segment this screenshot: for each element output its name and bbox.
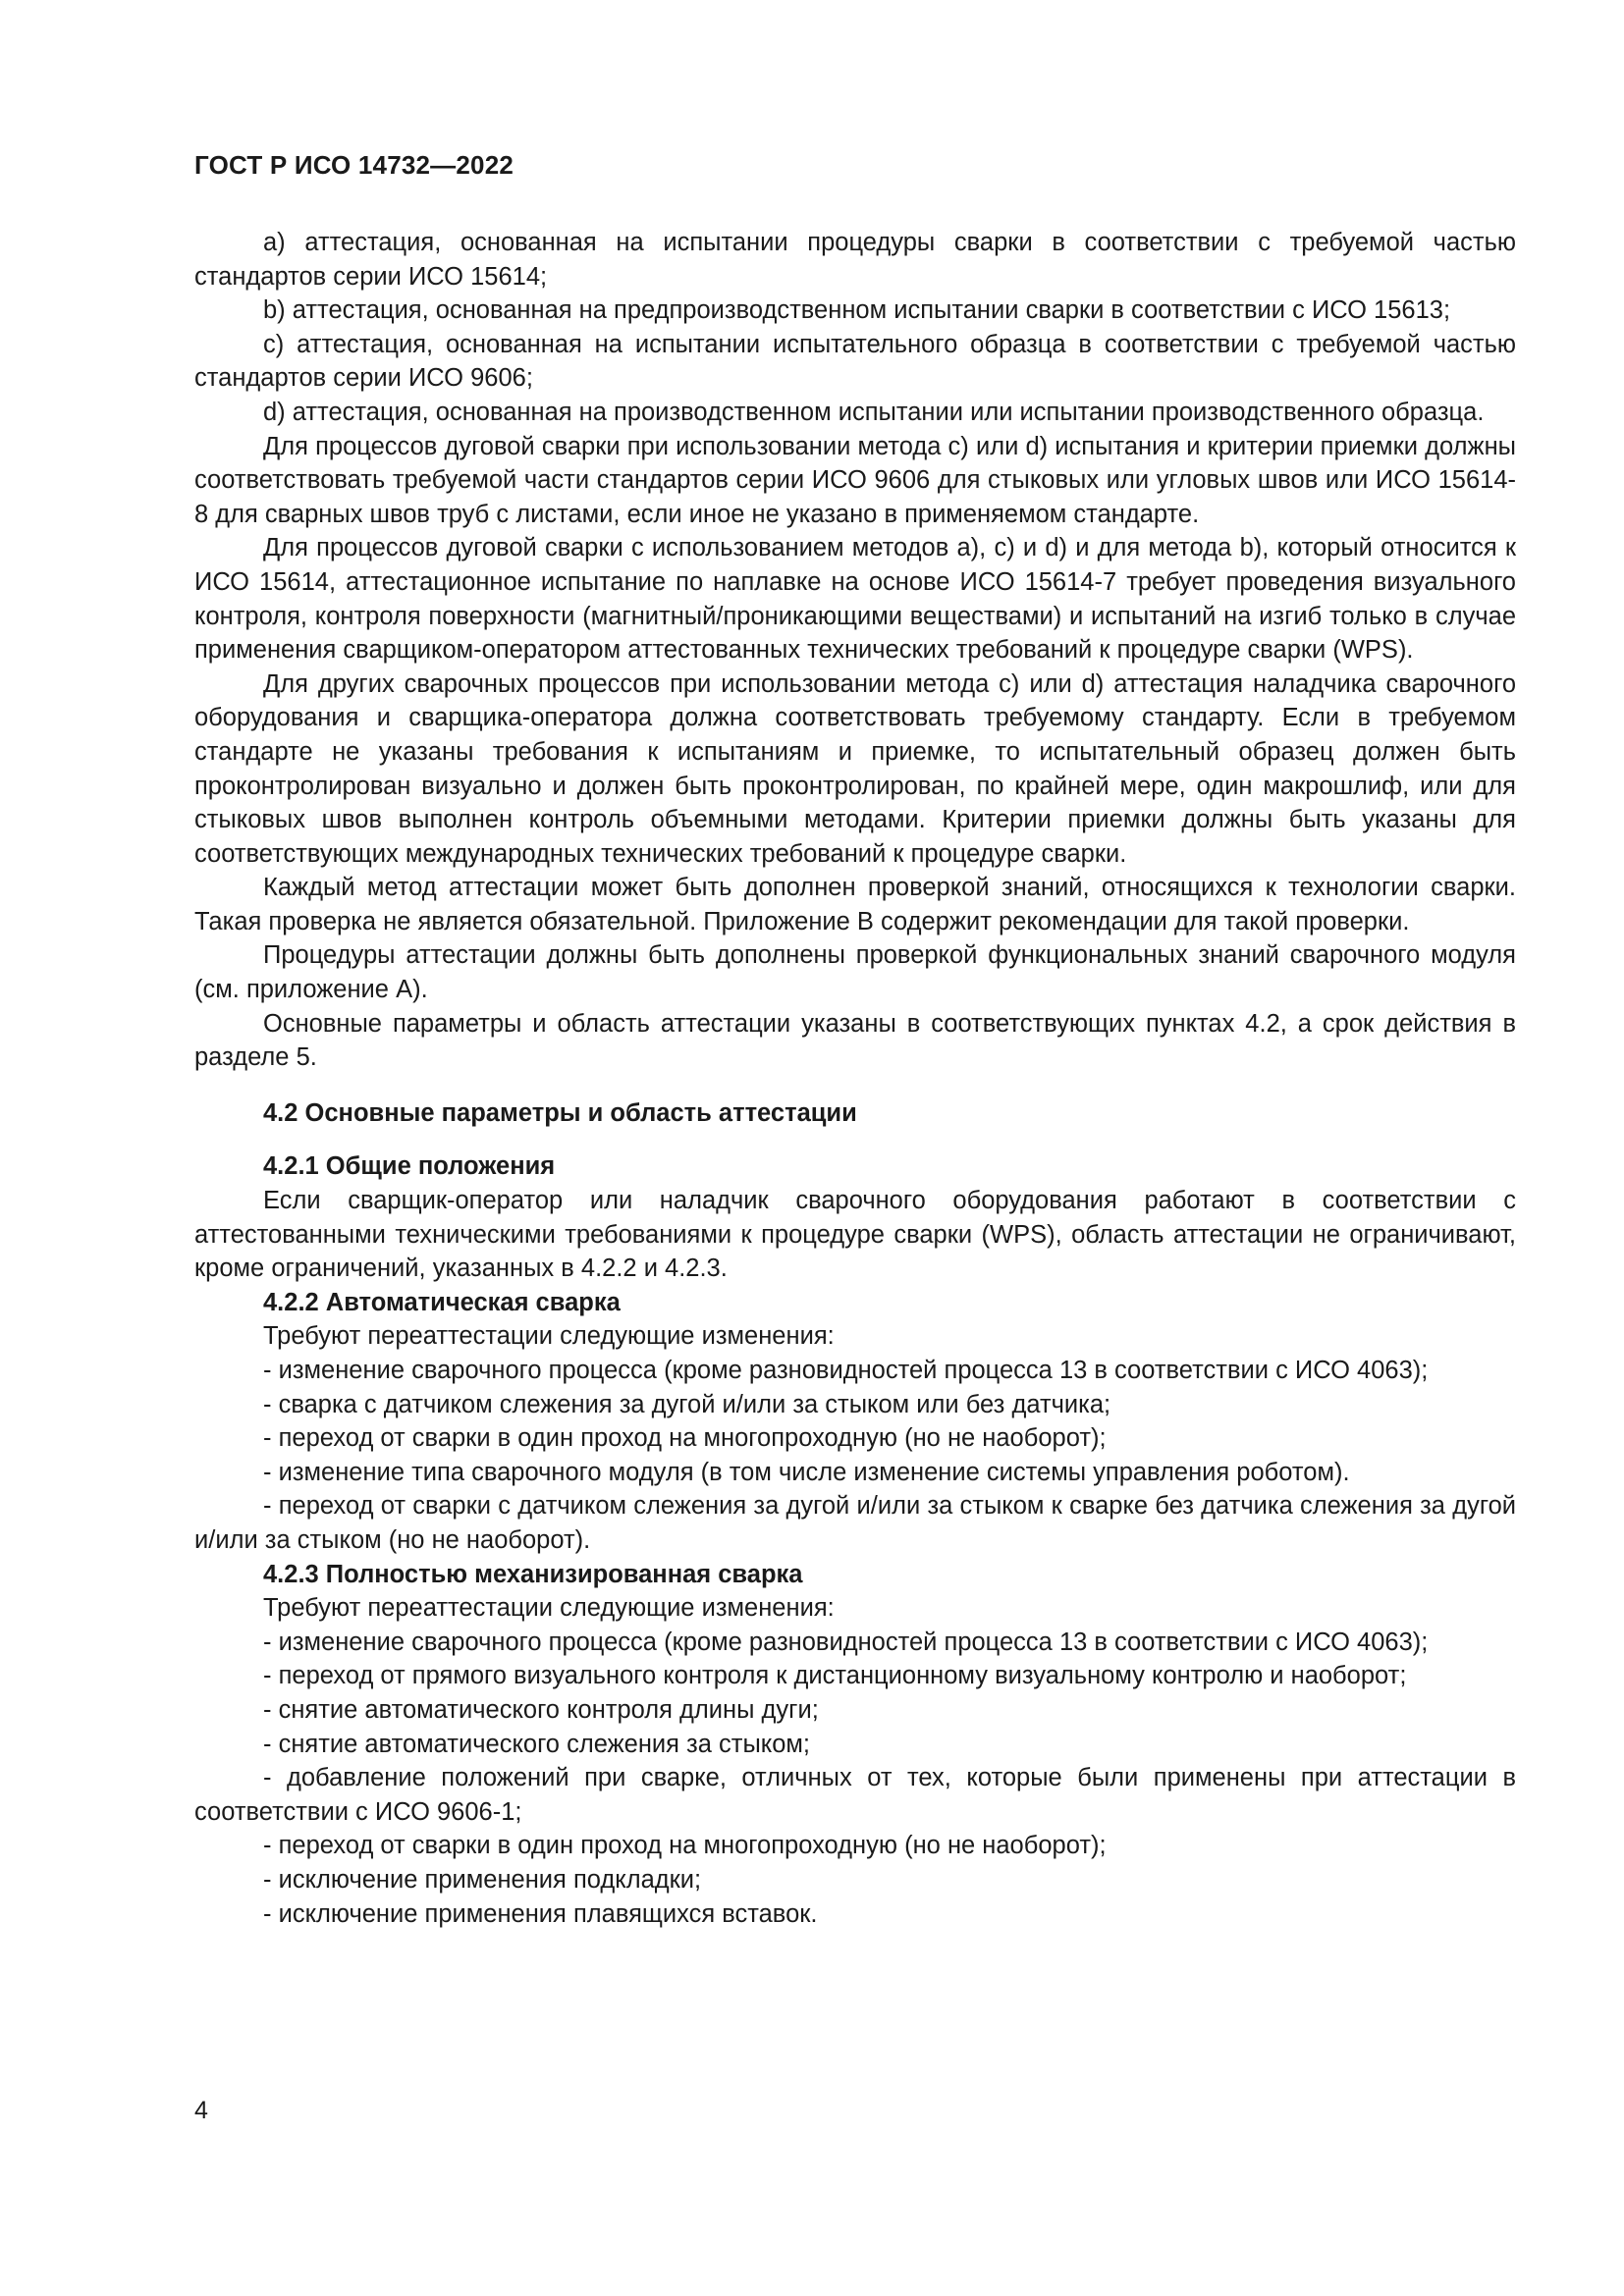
list-item: - снятие автоматического контроля длины дуги;	[263, 1695, 819, 1724]
paragraph: Для процессов дуговой сварки при использовании метода c) или d) испытания и критерии приемки должны соответствовать требуемой части стандартов серии ИСО 9606 для стыковых или угловых швов или ИСО 15614-8 для сварных швов труб с листами, если иное не указано в применяемом стандарте.	[194, 432, 1516, 528]
list-item: - сварка с датчиком слежения за дугой и/или за стыком или без датчика;	[263, 1390, 1111, 1418]
section-title-4-2: 4.2 Основные параметры и область аттестации	[263, 1098, 857, 1127]
paragraph: Требуют переаттестации следующие изменения:	[263, 1322, 835, 1351]
list-item: - переход от сварки в один проход на многопроходную (но не наоборот);	[263, 1424, 1107, 1453]
section-title-4-2-1: 4.2.1 Общие положения	[263, 1152, 556, 1181]
document-header: ГОСТ Р ИСО 14732—2022	[194, 150, 514, 180]
list-item: - переход от сварки в один проход на многопроходную (но не наоборот);	[263, 1832, 1107, 1860]
paragraph: d) аттестация, основанная на производственном испытании или испытании производственного образца.	[263, 398, 1485, 426]
list-item: - изменение типа сварочного модуля (в том числе изменение системы управления роботом).	[263, 1458, 1350, 1486]
list-item: - исключение применения плавящихся вставок.	[263, 1899, 818, 1928]
paragraph: Требуют переаттестации следующие изменения:	[263, 1594, 835, 1623]
page-number: 4	[194, 2097, 208, 2124]
paragraph: Каждый метод аттестации может быть дополнен проверкой знаний, относящихся к технологии сварки. Такая проверка не является обязательной. Приложение B содержит рекомендации для такой проверки.	[194, 874, 1516, 935]
paragraph: a) аттестация, основанная на испытании процедуры сварки в соответствии с требуемой частью стандартов серии ИСО 15614;	[194, 229, 1516, 291]
document-body	[194, 226, 1516, 1931]
paragraph: b) аттестация, основанная на предпроизводственном испытании сварки в соответствии с ИСО 15613;	[263, 296, 1451, 325]
paragraph: Основные параметры и область аттестации указаны в соответствующих пунктах 4.2, а срок действия в разделе 5.	[194, 1009, 1516, 1072]
paragraph: Для других сварочных процессов при использовании метода c) или d) аттестация наладчика сварочного оборудования и сварщика-оператора должна соответствовать требуемому стандарту. Если в требуемом стандарте не указаны требования к испытаниям и приемке, то испытательный образец должен быть проконтролирован визуально и должен быть проконтролирован, по крайней мере, один макрошлиф, или для стыковых швов выполнен контроль объемными методами. Критерии приемки должны быть указаны для соответствующих международных технических требований к процедуре сварки.	[194, 669, 1516, 868]
paragraph: Если сварщик-оператор или наладчик сварочного оборудования работают в соответствии с аттестованными техническими требованиями к процедуре сварки (WPS), область аттестации не ограничивают, кроме ограничений, указанных в 4.2.2 и 4.2.3.	[194, 1187, 1516, 1283]
list-item: - добавление положений при сварке, отличных от тех, которые были применены при аттестации в соответствии с ИСО 9606-1;	[194, 1764, 1516, 1826]
paragraph: c) аттестация, основанная на испытании испытательного образца в соответствии с требуемой частью стандартов серии ИСО 9606;	[194, 330, 1516, 393]
section-title-4-2-2: 4.2.2 Автоматическая сварка	[263, 1288, 621, 1316]
list-item: - исключение применения подкладки;	[263, 1865, 702, 1894]
list-item: - снятие автоматического слежения за стыком;	[263, 1730, 811, 1758]
list-item: - изменение сварочного процесса (кроме разновидностей процесса 13 в соответствии с ИСО 4063);	[263, 1628, 1429, 1656]
list-item: - изменение сварочного процесса (кроме разновидностей процесса 13 в соответствии с ИСО 4063);	[263, 1357, 1429, 1384]
list-item: - переход от прямого визуального контроля к дистанционному визуальному контролю и наоборот;	[263, 1662, 1407, 1690]
paragraph: Для процессов дуговой сварки с использованием методов a), c) и d) и для метода b), который относится к ИСО 15614, аттестационное испытание по наплавке на основе ИСО 15614-7 требует проведения визуального контроля, контроля поверхности (магнитный/проникающими веществами) и испытаний на изгиб только в случае применения сварщиком-оператором аттестованных технических требований к процедуре сварки (WPS).	[194, 534, 1516, 665]
paragraph: Процедуры аттестации должны быть дополнены проверкой функциональных знаний сварочного модуля (см. приложение А).	[194, 941, 1516, 1004]
list-item: - переход от сварки с датчиком слежения за дугой и/или за стыком к сварке без датчика слежения за дугой и/или за стыком (но не наоборот).	[194, 1492, 1516, 1554]
section-title-4-2-3: 4.2.3 Полностью механизированная сварка	[263, 1560, 803, 1588]
